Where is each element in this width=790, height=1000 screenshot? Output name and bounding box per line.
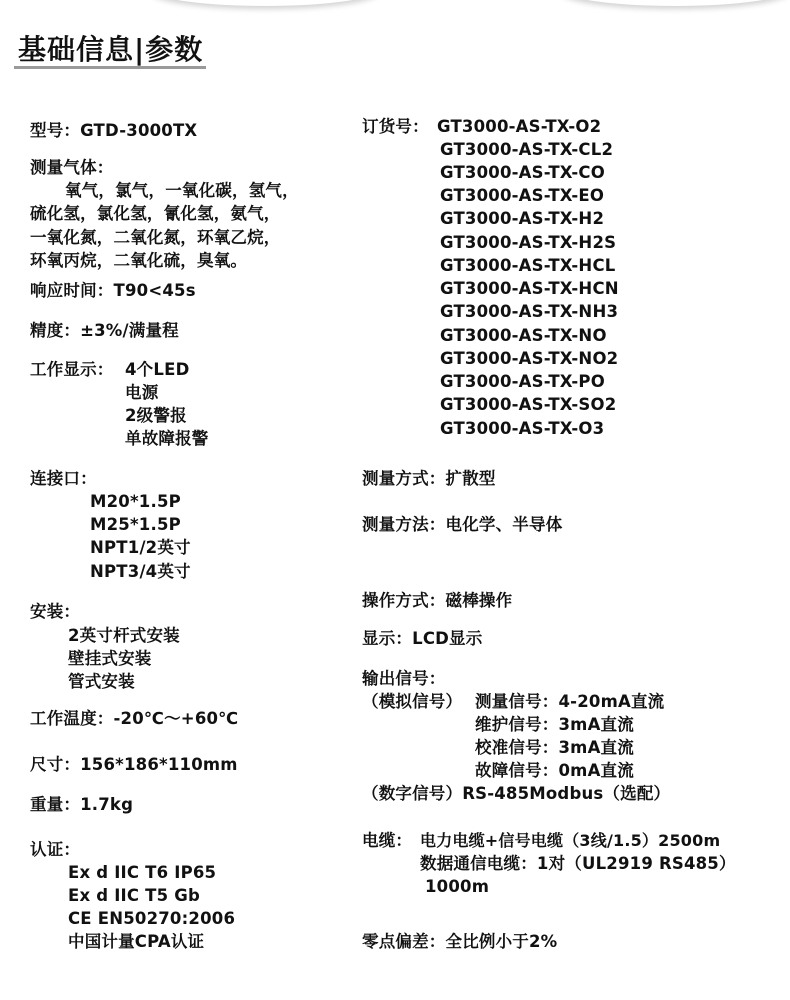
order-number: GT3000-AS-TX-O3 — [440, 419, 605, 438]
display-item: 单故障报警 — [125, 429, 209, 448]
accuracy: 精度：±3%/满量程 — [30, 321, 179, 340]
order-number: GT3000-AS-TX-CL2 — [440, 140, 614, 159]
certification-item: Ex d IIC T5 Gb — [68, 886, 200, 905]
connector-item: M20*1.5P — [90, 492, 181, 511]
analog-signal-item: 故障信号：0mA直流 — [475, 761, 634, 780]
connector-item: NPT3/4英寸 — [90, 562, 191, 581]
model: 型号：GTD-3000TX — [30, 121, 198, 140]
output-signal-label: 输出信号： — [362, 669, 446, 688]
order-number: GT3000-AS-TX-H2 — [440, 209, 605, 228]
weight: 重量：1.7kg — [30, 795, 134, 814]
response-time: 响应时间：T90<45s — [30, 281, 196, 300]
order-number: GT3000-AS-TX-EO — [440, 186, 605, 205]
section-heading: 基础信息|参数 — [18, 33, 204, 66]
gas-line: 环氧丙烷，二氧化硫，臭氧。 — [30, 251, 248, 270]
connector-item: NPT1/2英寸 — [90, 538, 191, 557]
install-label: 安装： — [30, 602, 81, 621]
install-item: 壁挂式安装 — [68, 649, 152, 668]
digital-signal: （数字信号）RS-485Modbus（选配） — [362, 784, 671, 803]
certification-item: Ex d IIC T6 IP65 — [68, 863, 217, 882]
cable-line: 1000m — [425, 877, 490, 896]
operating-temperature: 工作温度：-20℃～+60℃ — [30, 709, 239, 728]
order-number: GT3000-AS-TX-O2 — [437, 117, 602, 136]
top-decoration-left — [150, 0, 380, 6]
dimensions: 尺寸：156*186*110mm — [30, 755, 238, 774]
connector-label: 连接口： — [30, 469, 97, 488]
gas-label: 测量气体： — [30, 158, 114, 177]
measurement-method: 测量方法：电化学、半导体 — [362, 515, 563, 534]
order-number-label: 订货号： — [362, 117, 429, 136]
order-number: GT3000-AS-TX-SO2 — [440, 395, 617, 414]
cable-label: 电缆： — [362, 831, 413, 850]
top-decoration-right — [560, 0, 790, 6]
gas-line: 氧气，氯气，一氧化碳，氢气， — [65, 181, 299, 200]
display-item: 电源 — [125, 383, 159, 402]
heading-underline — [14, 66, 206, 69]
connector-item: M25*1.5P — [90, 515, 181, 534]
order-number: GT3000-AS-TX-PO — [440, 372, 605, 391]
display-item: 4个LED — [125, 360, 190, 379]
analog-signal-item: 测量信号：4-20mA直流 — [475, 692, 665, 711]
order-number: GT3000-AS-TX-NO — [440, 326, 607, 345]
cable-line: 电力电缆+信号电缆（3线/1.5）2500m — [420, 831, 721, 850]
cable-line: 数据通信电缆：1对（UL2919 RS485） — [420, 854, 736, 873]
certification-item: 中国计量CPA认证 — [68, 932, 205, 951]
order-number: GT3000-AS-TX-HCN — [440, 279, 619, 298]
install-item: 管式安装 — [68, 672, 135, 691]
gas-line: 硫化氢，氯化氢，氰化氢，氨气， — [30, 204, 281, 223]
analog-signal-label: （模拟信号） — [362, 692, 463, 711]
display-label: 工作显示： — [30, 360, 114, 379]
operation-mode: 操作方式：磁棒操作 — [362, 591, 513, 610]
order-number: GT3000-AS-TX-NO2 — [440, 349, 619, 368]
install-item: 2英寸杆式安装 — [68, 626, 180, 645]
analog-signal-item: 维护信号：3mA直流 — [475, 715, 634, 734]
display-item: 2级警报 — [125, 406, 187, 425]
certification-item: CE EN50270:2006 — [68, 909, 236, 928]
order-number: GT3000-AS-TX-H2S — [440, 233, 617, 252]
order-number: GT3000-AS-TX-HCL — [440, 256, 616, 275]
analog-signal-item: 校准信号：3mA直流 — [475, 738, 634, 757]
order-number: GT3000-AS-TX-CO — [440, 163, 605, 182]
certification-label: 认证： — [30, 840, 81, 859]
display-type: 显示：LCD显示 — [362, 629, 483, 648]
gas-line: 一氧化氮，二氧化氮，环氧乙烷， — [30, 228, 281, 247]
order-number: GT3000-AS-TX-NH3 — [440, 302, 619, 321]
zero-drift: 零点偏差：全比例小于2% — [362, 932, 558, 951]
measurement-mode: 测量方式：扩散型 — [362, 469, 496, 488]
